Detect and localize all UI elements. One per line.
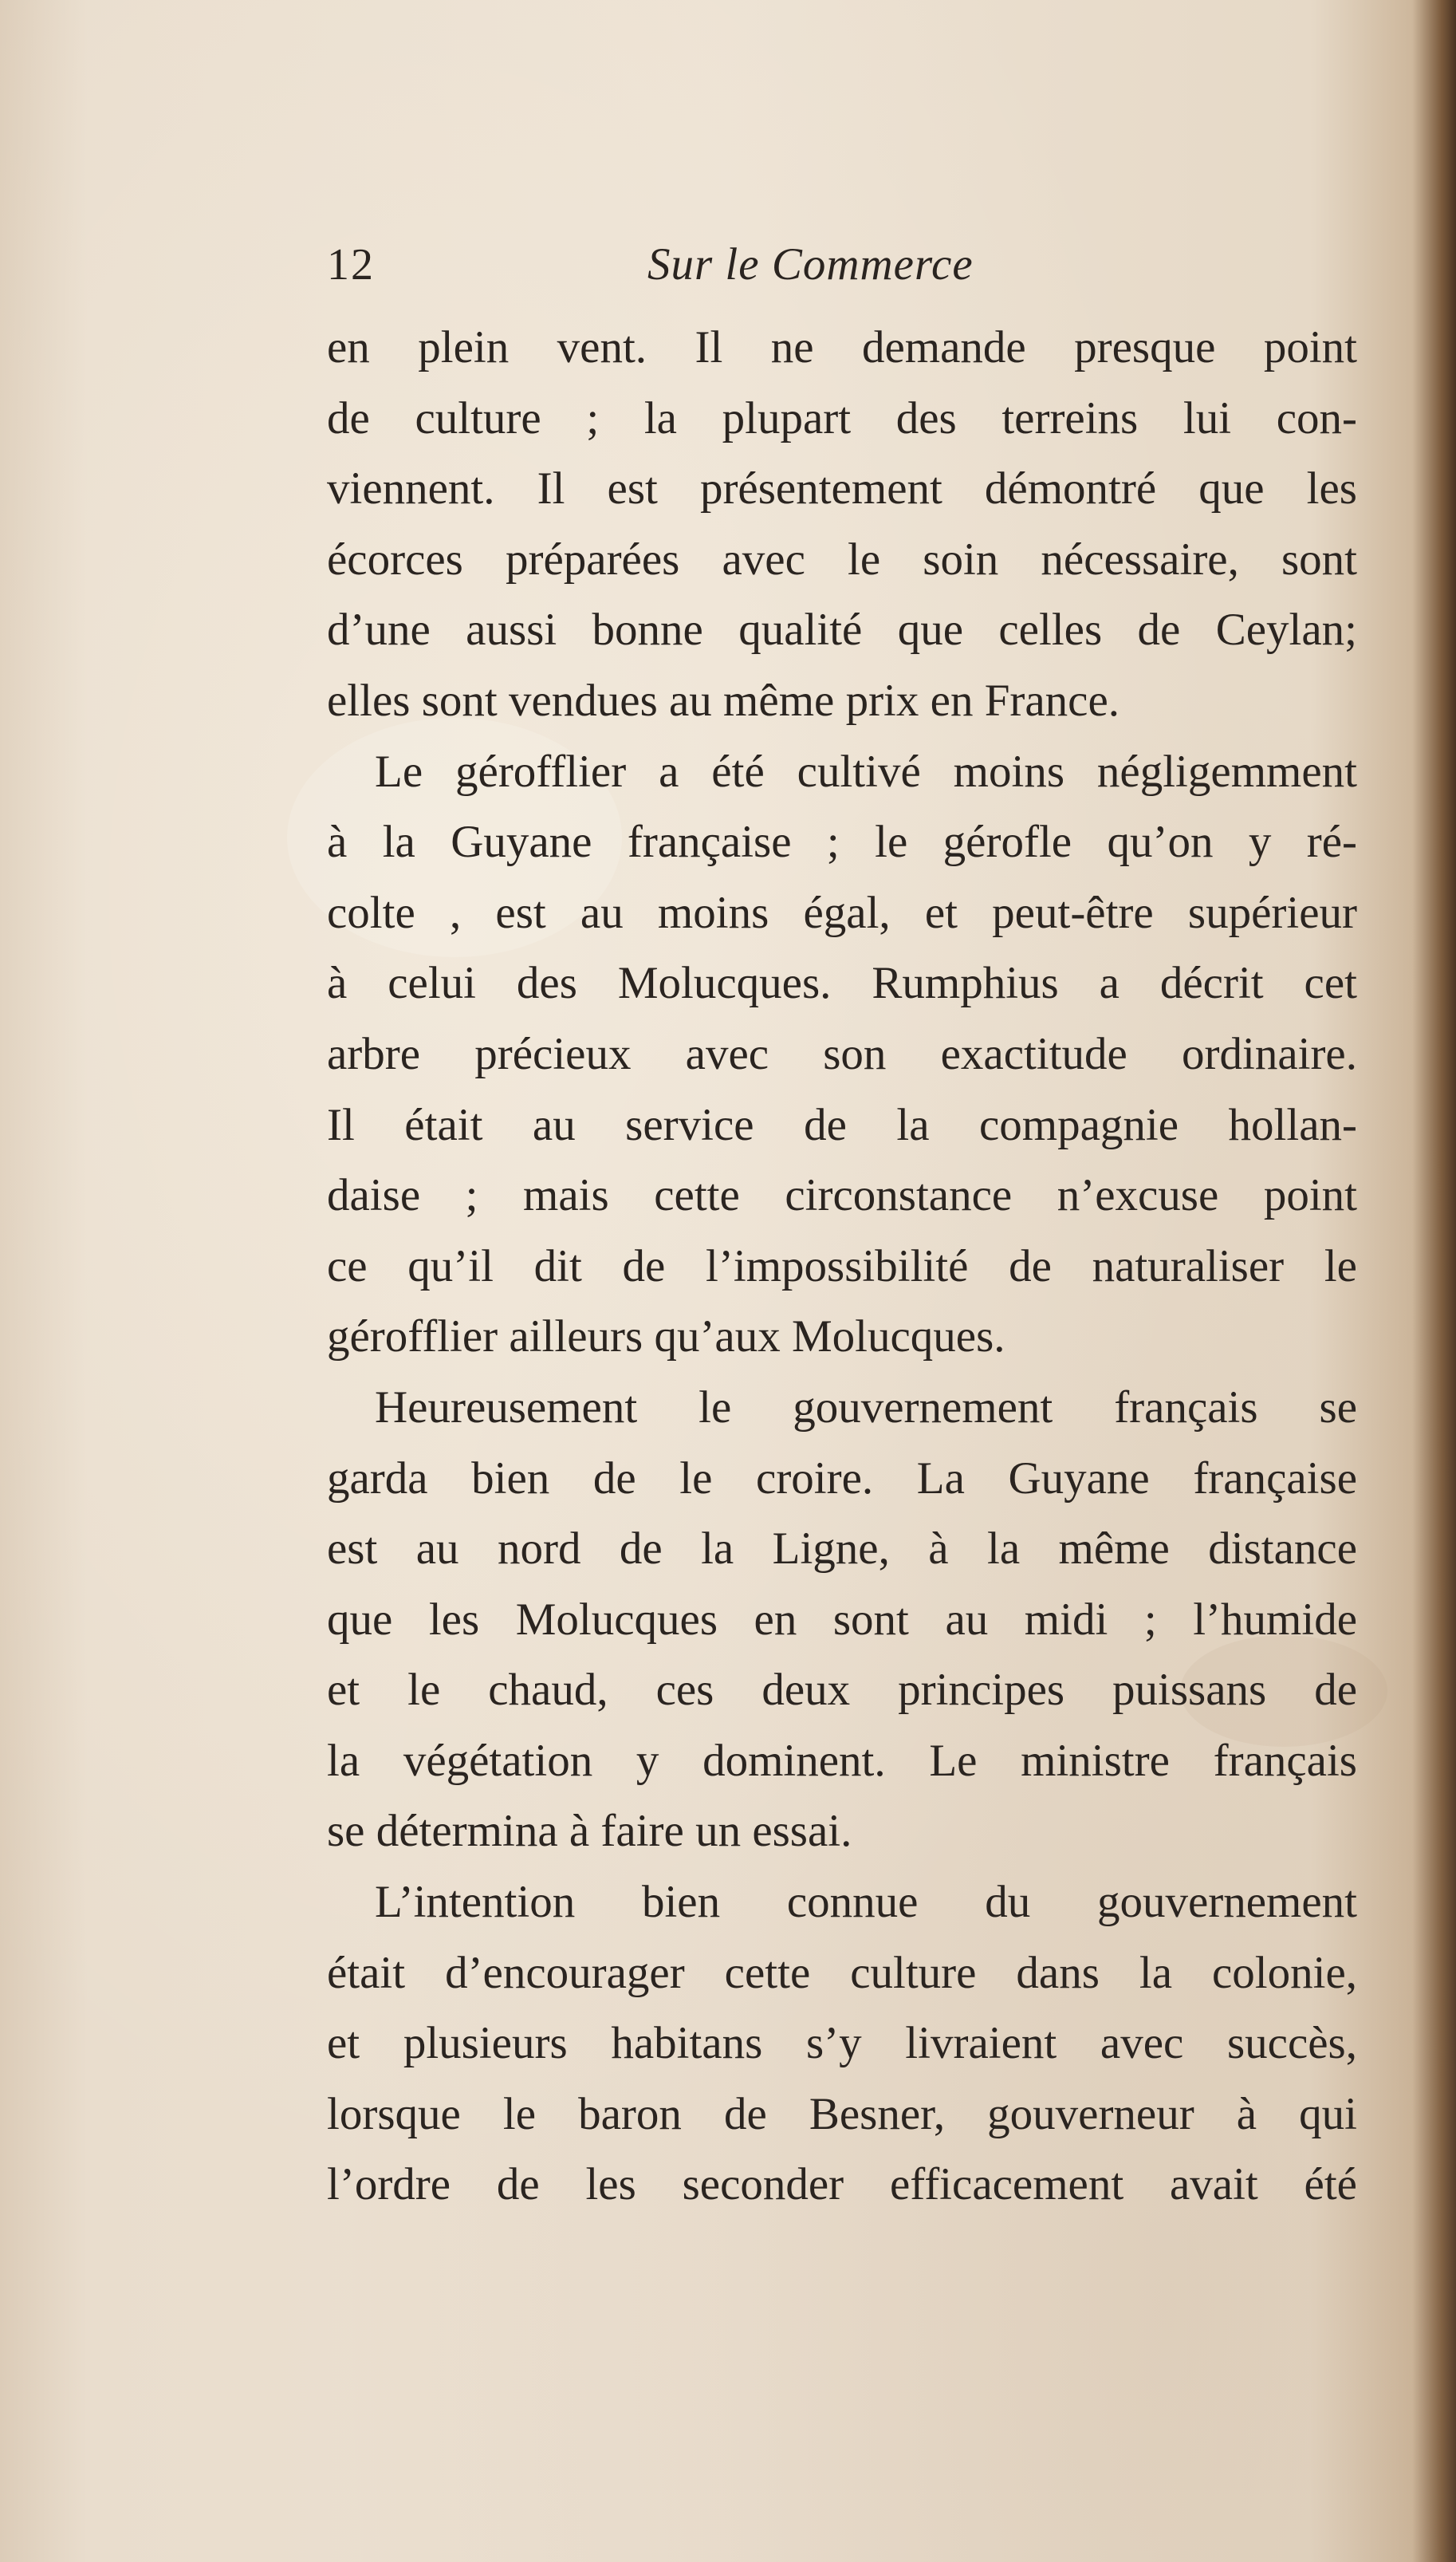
running-head-title: Sur le Commerce (647, 239, 974, 290)
text-line: elles sont vendues au même prix en France. (327, 675, 1120, 726)
text-line: en plein vent. Il ne demande presque point (327, 322, 1357, 372)
text-line: et le chaud, ces deux principes puissans de (327, 1665, 1357, 1716)
text-line: que les Molucques en sont au midi ; l’humide (327, 1594, 1357, 1645)
text-line: l’ordre de les seconder efficacement avait été (327, 2159, 1357, 2210)
page-number: 12 (327, 240, 375, 290)
text-line: à celui des Molucques. Rumphius a décrit cet (327, 958, 1357, 1009)
text-line: colte , est au moins égal, et peut-être supérieur (327, 887, 1357, 938)
text-line: gérofflier ailleurs qu’aux Molucques. (327, 1311, 1005, 1362)
text-line: de culture ; la plupart des terreins lui con- (327, 392, 1357, 443)
text-line: la végétation y dominent. Le ministre français (327, 1735, 1357, 1786)
text-line: ce qu’il dit de l’impossibilité de naturaliser le (327, 1240, 1357, 1291)
text-line: et plusieurs habitans s’y livraient avec succès, (327, 2018, 1357, 2069)
text-line: daise ; mais cette circonstance n’excuse point (327, 1170, 1357, 1221)
text-line: L’intention bien connue du gouvernement (375, 1877, 1357, 1928)
text-line: écorces préparées avec le soin nécessaire, sont (327, 534, 1357, 585)
text-line: se détermina à faire un essai. (327, 1806, 852, 1857)
text-line: Il était au service de la compagnie hollan- (327, 1099, 1357, 1150)
text-line: garda bien de le croire. La Guyane française (327, 1452, 1357, 1504)
text-line: était d’encourager cette culture dans la colonie, (327, 1947, 1357, 1998)
running-head (327, 233, 1364, 297)
text-line: viennent. Il est présentement démontré que les (327, 463, 1357, 514)
text-line: d’une aussi bonne qualité que celles de Ceylan; (327, 605, 1357, 656)
text-line: arbre précieux avec son exactitude ordinaire. (327, 1028, 1357, 1079)
text-line: Le gérofflier a été cultivé moins négligemment (375, 746, 1357, 797)
text-line: à la Guyane française ; le gérofle qu’on y ré- (327, 817, 1357, 868)
text-line: Heureusement le gouvernement français se (375, 1382, 1357, 1433)
text-line: lorsque le baron de Besner, gouverneur à qui (327, 2088, 1357, 2139)
body-text (327, 313, 1357, 2221)
text-line: est au nord de la Ligne, à la même distance (327, 1523, 1357, 1575)
